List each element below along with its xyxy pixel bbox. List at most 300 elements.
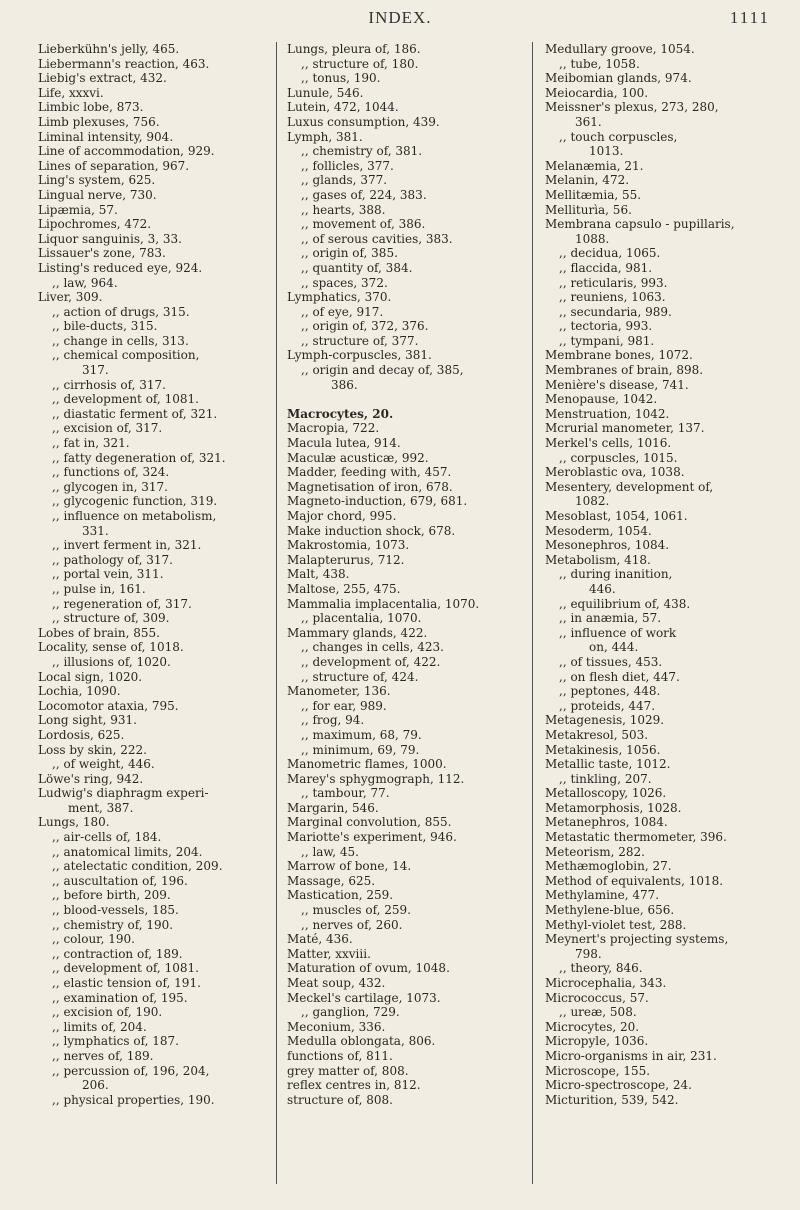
index-entry <box>38 932 260 947</box>
index-entry <box>545 626 785 655</box>
index-entry <box>545 786 785 801</box>
index-entry <box>38 407 260 422</box>
index-entry <box>287 159 519 174</box>
index-entry-text: ,, fatty degeneration of, 321. <box>52 450 226 465</box>
index-entry <box>545 130 785 159</box>
index-entry <box>38 100 260 115</box>
index-entry <box>38 713 260 728</box>
index-entry-text: Melliturìa, 56. <box>545 202 632 217</box>
index-entry <box>545 728 785 743</box>
index-entry <box>38 684 260 699</box>
index-entry <box>287 290 519 305</box>
index-entry-text: ,, touch corpuscles, <box>559 129 678 144</box>
index-entry-text: Mammalia implacentalia, 1070. <box>287 596 480 611</box>
index-entry <box>545 699 785 714</box>
index-entry-text: ,, proteids, 447. <box>559 698 656 713</box>
index-entry <box>545 290 785 305</box>
index-entry <box>38 378 260 393</box>
index-entry-text: Metanephros, 1084. <box>545 815 668 830</box>
index-entry-text: ,, tonus, 190. <box>301 71 381 86</box>
index-entry-text: Lunule, 546. <box>287 85 364 100</box>
index-entry <box>287 232 519 247</box>
index-entry-text: Microcytes, 20. <box>545 1019 640 1034</box>
index-entry-text: Metabolism, 418. <box>545 552 651 567</box>
index-entry-text: Mesoderm, 1054. <box>545 523 652 538</box>
index-entry <box>287 961 519 976</box>
index-entry <box>287 407 519 422</box>
index-entry-text: ,, tube, 1058. <box>559 56 640 71</box>
index-entry-text: Long sight, 931. <box>38 713 137 728</box>
index-entry-text: ,, chemical composition, <box>52 348 200 363</box>
index-entry <box>287 670 519 685</box>
index-entry <box>38 392 260 407</box>
index-entry <box>38 436 260 451</box>
index-entry <box>38 1093 260 1108</box>
index-entry <box>287 713 519 728</box>
index-entry-text: ,, lymphatics of, 187. <box>52 1034 179 1049</box>
index-entry <box>545 261 785 276</box>
index-entry-text: ,, air-cells of, 184. <box>52 830 162 845</box>
index-entry-text: Lines of separation, 967. <box>38 158 190 173</box>
index-entry-text: ,, anatomical limits, 204. <box>52 844 203 859</box>
index-entry <box>287 757 519 772</box>
index-entry-text: ,, elastic tension of, 191. <box>52 976 201 990</box>
index-entry <box>287 494 519 509</box>
index-entry-text: Lipochromes, 472. <box>38 217 152 232</box>
index-entry-text: ,, movement of, 386. <box>301 217 426 232</box>
index-entry <box>38 1034 260 1049</box>
index-entry-text: ,, chemistry of, 190. <box>52 917 174 932</box>
index-entry <box>287 830 519 845</box>
index-entry-text: ,, flaccida, 981. <box>559 260 653 275</box>
index-entry-continuation: ment, 387. <box>68 800 134 815</box>
index-entry-text: Metagenesis, 1029. <box>545 713 665 728</box>
index-column-2 <box>287 42 519 1107</box>
index-entry-text: Liquor sanguinis, 3, 33. <box>38 231 182 246</box>
index-entry-text: Meconium, 336. <box>287 1019 386 1034</box>
index-entry <box>38 71 260 86</box>
index-entry-text: ,, secundaria, 989. <box>559 304 672 319</box>
index-entry-text: ,, cirrhosis of, 317. <box>52 377 166 392</box>
index-entry-text: Locomotor ataxia, 795. <box>38 698 179 713</box>
index-entry-text: Liebermann's reaction, 463. <box>38 56 210 71</box>
index-entry <box>38 538 260 553</box>
index-entry <box>38 772 260 787</box>
index-entry <box>545 1020 785 1035</box>
index-entry <box>545 1005 785 1020</box>
index-entry <box>38 961 260 976</box>
index-entry-text: Menopause, 1042. <box>545 392 658 407</box>
index-entry <box>545 305 785 320</box>
index-entry-continuation: 317. <box>82 363 109 378</box>
index-entry-text: ,, blood-vessels, 185. <box>52 903 179 918</box>
index-entry <box>545 71 785 86</box>
index-entry-text: Lipæmia, 57. <box>38 202 118 217</box>
index-entry-text: Medullary groove, 1054. <box>545 42 695 56</box>
index-entry <box>38 451 260 466</box>
index-entry-text: Metakresol, 503. <box>545 727 649 742</box>
index-entry-continuation: on, 444. <box>589 640 639 655</box>
index-entry-continuation: 386. <box>331 377 358 392</box>
index-entry <box>287 261 519 276</box>
page-number: 1111 <box>729 8 770 27</box>
index-entry <box>287 217 519 232</box>
index-entry-text: ,, changes in cells, 423. <box>301 640 444 655</box>
index-entry-continuation: 361. <box>575 114 602 129</box>
index-entry <box>38 640 260 655</box>
index-column-3 <box>545 42 785 1107</box>
index-entry-text: Medulla oblongata, 806. <box>287 1034 436 1049</box>
running-head: INDEX. <box>368 8 432 27</box>
index-entry <box>38 144 260 159</box>
index-entry <box>545 757 785 772</box>
index-entry-text: Mastication, 259. <box>287 888 394 903</box>
index-entry-text: Meissner's plexus, 273, 280, <box>545 100 719 115</box>
index-entry-text: Merkel's cells, 1016. <box>545 436 672 451</box>
index-entry <box>545 655 785 670</box>
index-entry-text: ,, hearts, 388. <box>301 202 386 217</box>
index-entry <box>38 830 260 845</box>
index-entry <box>545 203 785 218</box>
index-entry-text: Meibomian glands, 974. <box>545 71 692 86</box>
index-entry-text: ,, spaces, 372. <box>301 275 388 290</box>
index-entry <box>287 991 519 1006</box>
index-entry-text: ,, pulse in, 161. <box>52 581 146 596</box>
index-column-1 <box>38 42 260 1107</box>
index-entry-text: ,, excision of, 190. <box>52 1005 163 1020</box>
index-entry <box>287 421 519 436</box>
index-entry-text: Manometric flames, 1000. <box>287 757 447 772</box>
index-entry <box>287 1005 519 1020</box>
index-entry-text: ,, invert ferment in, 321. <box>52 538 202 553</box>
index-entry <box>287 553 519 568</box>
index-entry-text: Metalloscopy, 1026. <box>545 786 667 801</box>
index-entry-text: Loss by skin, 222. <box>38 742 147 757</box>
index-entry <box>287 130 519 145</box>
index-entry <box>287 640 519 655</box>
index-entry-text: Meynert's projecting systems, <box>545 932 729 947</box>
index-entry-text: ,, peptones, 448. <box>559 684 661 699</box>
index-entry-text: ,, bile-ducts, 315. <box>52 319 158 334</box>
index-entry <box>38 334 260 349</box>
index-entry <box>287 246 519 261</box>
index-entry-text: Lymph-corpuscles, 381. <box>287 348 432 363</box>
index-entry <box>38 699 260 714</box>
index-entry-text: ,, origin of, 372, 376. <box>301 319 429 334</box>
index-entry-text: ,, frog, 94. <box>301 713 365 728</box>
index-entry <box>545 815 785 830</box>
index-entry-text: ,, tectoria, 993. <box>559 319 653 334</box>
index-entry <box>545 772 785 787</box>
index-entry-continuation: 1013. <box>589 144 624 159</box>
index-entry-continuation: 1082. <box>575 494 610 509</box>
index-entry-text: ,, structure of, 377. <box>301 333 419 348</box>
index-entry-text: ,, nerves of, 189. <box>52 1048 154 1063</box>
index-entry-text: ,, illusions of, 1020. <box>52 654 171 669</box>
index-entry-text: Methæmoglobin, 27. <box>545 859 672 874</box>
index-entry-text: ,, diastatic ferment of, 321. <box>52 406 218 421</box>
index-entry <box>287 1049 519 1064</box>
index-entry-text: Mcrurial manometer, 137. <box>545 421 705 436</box>
index-entry <box>38 888 260 903</box>
index-entry-text: Ling's system, 625. <box>38 173 156 188</box>
index-entry <box>38 728 260 743</box>
index-entry <box>287 1034 519 1049</box>
index-entry-text: ,, placentalia, 1070. <box>301 611 422 626</box>
index-entry-text: Mammary glands, 422. <box>287 625 428 640</box>
index-entry <box>545 509 785 524</box>
index-entry <box>545 976 785 991</box>
index-entry <box>38 567 260 582</box>
index-entry <box>287 888 519 903</box>
index-entry <box>545 1093 785 1108</box>
index-entry <box>545 159 785 174</box>
index-entry-text: Membrane bones, 1072. <box>545 348 693 363</box>
index-entry <box>545 567 785 596</box>
index-entry-text: ,, follicles, 377. <box>301 158 394 173</box>
index-entry-text: ,, during inanition, <box>559 567 673 582</box>
index-entry <box>38 173 260 188</box>
index-entry-text: Lungs, pleura of, 186. <box>287 42 421 56</box>
index-entry-text: ,, structure of, 180. <box>301 56 419 71</box>
index-entry-text: Lungs, 180. <box>38 815 110 830</box>
index-entry-text: ,, muscles of, 259. <box>301 903 411 918</box>
index-entry-text: ,, of weight, 446. <box>52 757 155 772</box>
index-entry <box>287 188 519 203</box>
index-entry-text: ,, portal vein, 311. <box>52 567 164 582</box>
index-entry <box>287 144 519 159</box>
index-entry-text: Maté, 436. <box>287 932 353 947</box>
index-entry-text: Local sign, 1020. <box>38 669 143 684</box>
index-entry <box>38 903 260 918</box>
index-entry-text: Liminal intensity, 904. <box>38 129 174 144</box>
index-entry-text: ,, quantity of, 384. <box>301 260 413 275</box>
index-entry <box>545 874 785 889</box>
index-entry-text: ,, reticularis, 993. <box>559 275 668 290</box>
index-entry <box>545 859 785 874</box>
index-entry <box>38 232 260 247</box>
index-entry-text: ,, glycogen in, 317. <box>52 479 168 494</box>
index-entry <box>38 57 260 72</box>
index-entry <box>287 538 519 553</box>
index-entry <box>287 480 519 495</box>
index-entry <box>38 743 260 758</box>
index-entry-text: Meteorism, 282. <box>545 844 645 859</box>
index-entry-continuation: 1088. <box>575 231 610 246</box>
index-entry-text: Melanæmia, 21. <box>545 158 644 173</box>
index-entry-text: ,, pathology of, 317. <box>52 552 173 567</box>
index-entry-text: ,, examination of, 195. <box>52 990 188 1005</box>
index-entry-text: Mariotte's experiment, 946. <box>287 830 457 845</box>
index-entry-text: Micro-organisms in air, 231. <box>545 1048 717 1063</box>
index-entry-text: Line of accommodation, 929. <box>38 144 215 159</box>
index-entry-text: ,, development of, 1081. <box>52 392 199 407</box>
index-entry-text: ,, ganglion, 729. <box>301 1005 400 1020</box>
index-entry-text: grey matter of, 808. <box>287 1063 409 1078</box>
index-entry <box>545 743 785 758</box>
index-entry-continuation: 331. <box>82 523 109 538</box>
index-entry-text: Methylamine, 477. <box>545 888 660 903</box>
index-entry-text: Menière's disease, 741. <box>545 377 689 392</box>
index-entry <box>287 699 519 714</box>
index-entry-text: ,, corpuscles, 1015. <box>559 450 678 465</box>
index-entry <box>287 932 519 947</box>
index-entry <box>38 976 260 991</box>
index-entry <box>38 786 260 815</box>
index-entry-text: ,, limits of, 204. <box>52 1019 147 1034</box>
index-entry-text: Micrococcus, 57. <box>545 990 649 1005</box>
index-entry <box>545 86 785 101</box>
index-entry <box>545 392 785 407</box>
index-entry <box>38 947 260 962</box>
index-entry-text: functions of, 811. <box>287 1048 393 1063</box>
index-entry-text: ,, excision of, 317. <box>52 421 163 436</box>
index-entry <box>545 918 785 933</box>
index-entry <box>287 86 519 101</box>
index-entry <box>287 436 519 451</box>
index-entry-text: Madder, feeding with, 457. <box>287 465 452 480</box>
index-entry-text: Lymphatics, 370. <box>287 290 392 305</box>
index-entry <box>287 173 519 188</box>
index-entry-text: Meat soup, 432. <box>287 976 386 990</box>
index-entry-text: Marrow of bone, 14. <box>287 859 412 874</box>
index-entry-text: Lissauer's zone, 783. <box>38 246 166 261</box>
index-entry <box>38 159 260 174</box>
index-entry <box>545 1034 785 1049</box>
index-entry-text: Mesentery, development of, <box>545 479 714 494</box>
index-entry-text: Lochia, 1090. <box>38 684 121 699</box>
index-entry-text: Metallic taste, 1012. <box>545 757 671 772</box>
index-entry <box>545 378 785 393</box>
column-divider <box>276 42 277 1184</box>
index-entry-text: ,, tambour, 77. <box>301 786 390 801</box>
index-entry-text: ,, of serous cavities, 383. <box>301 231 453 246</box>
index-entry <box>38 845 260 860</box>
index-entry <box>287 451 519 466</box>
index-entry-text: Membrana capsulo - pupillaris, <box>545 217 735 232</box>
index-entry <box>38 509 260 538</box>
index-entry-text: Liver, 309. <box>38 290 103 305</box>
index-entry <box>545 421 785 436</box>
index-entry-text: ,, glycogenic function, 319. <box>52 494 218 509</box>
index-entry-text: Membranes of brain, 898. <box>545 363 704 378</box>
index-entry-text: Ludwig's diaphragm experi- <box>38 786 209 801</box>
index-entry <box>287 815 519 830</box>
index-entry-text: Magnetisation of iron, 678. <box>287 479 453 494</box>
index-entry <box>38 1005 260 1020</box>
index-entry-text: ,, nerves of, 260. <box>301 917 403 932</box>
index-entry <box>545 319 785 334</box>
index-entry <box>38 859 260 874</box>
index-entry <box>545 42 785 57</box>
index-entry-text: ,, colour, 190. <box>52 932 135 947</box>
index-entry-text: structure of, 808. <box>287 1092 393 1107</box>
index-entry <box>38 290 260 305</box>
index-entry <box>287 684 519 699</box>
index-entry <box>38 597 260 612</box>
index-entry <box>545 451 785 466</box>
index-entry-text: ,, structure of, 309. <box>52 611 170 626</box>
index-entry <box>287 319 519 334</box>
index-entry-continuation: 446. <box>589 581 616 596</box>
index-entry <box>287 626 519 641</box>
index-entry-text: ,, of eye, 917. <box>301 304 384 319</box>
index-entry <box>38 480 260 495</box>
index-entry <box>545 713 785 728</box>
index-entry-text: Löwe's ring, 942. <box>38 771 144 786</box>
index-entry-text: ,, influence on metabolism, <box>52 509 217 523</box>
index-entry <box>287 115 519 130</box>
index-entry <box>545 961 785 976</box>
index-entry-text: Lymph, 381. <box>287 129 363 144</box>
index-entry <box>287 903 519 918</box>
index-entry-text: ,, in anæmia, 57. <box>559 611 662 626</box>
index-entry-continuation: 798. <box>575 946 602 961</box>
index-entry-text: ,, contraction of, 189. <box>52 946 183 961</box>
index-entry-text: Lordosis, 625. <box>38 727 125 742</box>
index-entry-text: ,, regeneration of, 317. <box>52 596 192 611</box>
index-entry <box>287 597 519 612</box>
index-entry <box>38 203 260 218</box>
index-entry <box>287 334 519 349</box>
index-entry <box>545 611 785 626</box>
index-entry <box>545 830 785 845</box>
index-entry <box>287 348 519 363</box>
index-entry-text: Luxus consumption, 439. <box>287 114 440 129</box>
index-entry-text: Micturition, 539, 542. <box>545 1092 679 1107</box>
index-entry-text: ,, development of, 1081. <box>52 961 199 976</box>
index-entry <box>287 728 519 743</box>
index-entry <box>545 684 785 699</box>
index-entry <box>38 626 260 641</box>
index-entry-text: Macrocytes, 20. <box>287 406 394 421</box>
index-entry <box>287 772 519 787</box>
index-entry-text: Microscope, 155. <box>545 1063 651 1078</box>
index-entry-text: Malapterurus, 712. <box>287 552 405 567</box>
index-entry <box>38 1049 260 1064</box>
index-entry-text: ,, gases of, 224, 383. <box>301 187 427 202</box>
index-entry <box>38 217 260 232</box>
index-entry <box>287 100 519 115</box>
index-entry-text: ,, of tissues, 453. <box>559 654 663 669</box>
index-entry-text: Methyl-violet test, 288. <box>545 917 687 932</box>
index-entry-continuation: 206. <box>82 1078 109 1093</box>
column-divider <box>532 42 533 1184</box>
index-entry-text: Metakinesis, 1056. <box>545 742 661 757</box>
index-entry <box>545 465 785 480</box>
index-entry <box>38 319 260 334</box>
index-entry-text: ,, development of, 422. <box>301 654 441 669</box>
index-entry <box>38 1064 260 1093</box>
index-entry-text: Locality, sense of, 1018. <box>38 640 184 655</box>
index-entry-text: Method of equivalents, 1018. <box>545 873 724 888</box>
index-entry-text: Lobes of brain, 855. <box>38 625 160 640</box>
index-entry-text: ,, origin and decay of, 385, <box>301 363 464 378</box>
index-entry <box>287 1078 519 1093</box>
index-entry-text: ,, tinkling, 207. <box>559 771 652 786</box>
index-entry-text: Maltose, 255, 475. <box>287 581 401 596</box>
index-entry-text: ,, functions of, 324. <box>52 465 170 480</box>
index-entry <box>38 261 260 276</box>
index-entry <box>287 465 519 480</box>
index-entry-text: Marey's sphygmograph, 112. <box>287 771 465 786</box>
index-entry <box>545 801 785 816</box>
index-entry-text: Maculæ acusticæ, 992. <box>287 450 429 465</box>
index-entry-text: Life, xxxvi. <box>38 85 104 100</box>
index-entry <box>545 932 785 961</box>
index-entry-text: ,, change in cells, 313. <box>52 333 189 348</box>
index-entry <box>545 436 785 451</box>
